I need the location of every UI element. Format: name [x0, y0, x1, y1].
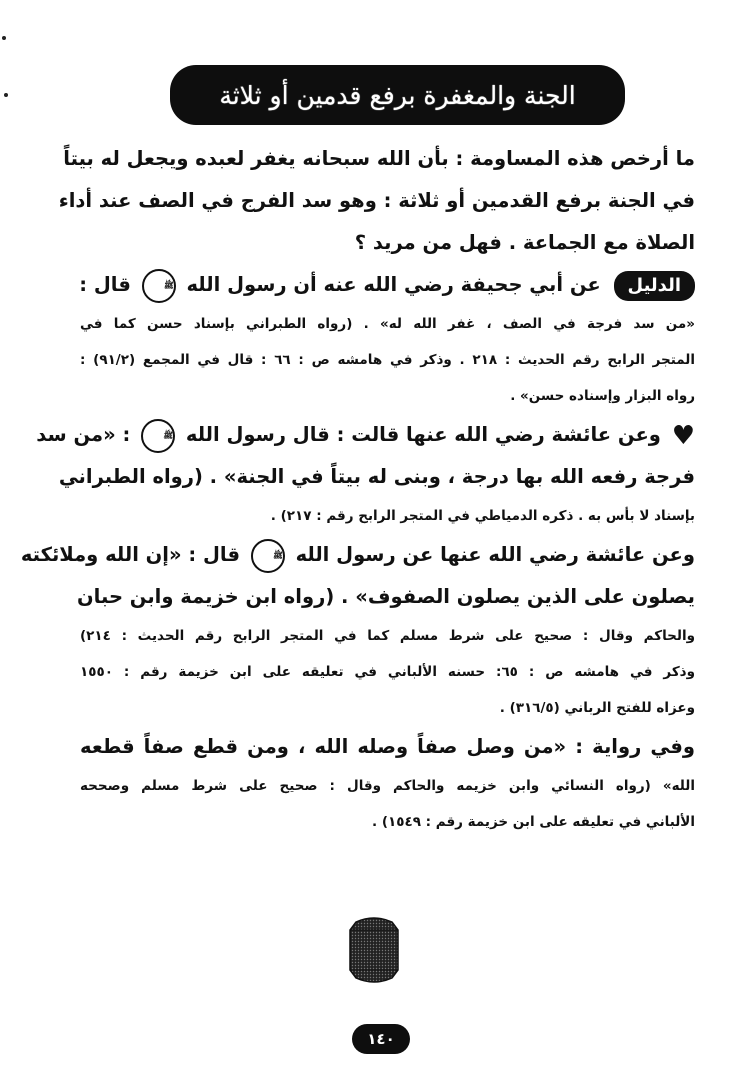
- aisha-text-start: وعن عائشة رضي الله عنها قالت : قال رسول الله: [185, 423, 661, 446]
- scan-mark: [2, 36, 6, 40]
- aisha-hadith-line: [36, 414, 695, 456]
- hadith-source-line: وعزاه للفتح الرباني (٣١٦/٥) .: [499, 700, 695, 716]
- hadith-source-line: الله» (رواه النسائي وابن خزيمه والحاكم وقال : صحيح على شرط مسلم وصححه: [80, 778, 695, 794]
- prophet-seal-icon: ﷺ: [142, 269, 176, 303]
- intro-line: الصلاة مع الجماعة . فهل من مريد ؟: [354, 231, 695, 254]
- dalil-text: عن أبي جحيفة رضي الله عنه أن رسول الله: [186, 273, 601, 296]
- intro-line: في الجنة برفع القدمين أو ثلاثة : وهو سد الفرج في الصف عند أداء: [58, 189, 695, 212]
- prophet-seal-icon: ﷺ: [251, 539, 285, 573]
- hadith-source-line: الألباني في تعليقه على ابن خزيمة رقم : ١٥٤٩) .: [371, 814, 695, 830]
- scan-mark: [4, 93, 8, 97]
- dalil-heading-line: [80, 264, 695, 306]
- flower-ornament-icon: [348, 916, 400, 984]
- chapter-title-banner: [170, 65, 625, 125]
- heart-icon: ♥: [671, 420, 695, 451]
- riwaya-line: وفي رواية : «من وصل صفاً وصله الله ، ومن قطع صفاً قطعه: [80, 735, 695, 758]
- aisha-hadith-line: فرجة رفعه الله بها درجة ، وبنى له بيتاً في الجنة» . (رواه الطبراني: [58, 465, 695, 488]
- intro-line: ما أرخص هذه المساومة : بأن الله سبحانه يغفر لعبده ويجعل له بيتاً: [63, 147, 695, 170]
- hadith-source-line: بإسناد لا بأس به . ذكره الدمياطي في المتجر الرابح رقم : ٢١٧) .: [270, 508, 695, 524]
- aisha2-text-end: قال : «إن الله وملائكته: [20, 543, 240, 566]
- hadith-line: المتجر الرابح رقم الحديث : ٢١٨ . وذكر في هامشه ص : ٦٦ : قال في المجمع (٩١/٢) :: [80, 352, 695, 368]
- page-body: [20, 138, 695, 840]
- dalil-label: الدليل: [614, 271, 696, 301]
- prophet-seal-icon: ﷺ: [141, 419, 175, 453]
- aisha2-text-start: وعن عائشة رضي الله عنها عن رسول الله: [295, 543, 695, 566]
- aisha2-hadith-line: يصلون على الذين يصلون الصفوف» . (رواه ابن خزيمة وابن حبان: [77, 585, 695, 608]
- page-number-badge: [352, 1024, 410, 1054]
- hadith-source-line: وذكر في هامشه ص : ٦٥: حسنه الألباني في تعليقه على ابن خزيمة رقم : ١٥٥٠: [80, 664, 695, 680]
- aisha2-hadith-line: [20, 534, 695, 576]
- hadith-source-line: والحاكم وقال : صحيح على شرط مسلم كما في المتجر الرابح رقم الحديث : ٢١٤): [80, 628, 695, 644]
- aisha-text-end: : «من سد: [36, 423, 131, 446]
- hadith-line: «من سد فرجة في الصف ، غفر الله له» . (رواه الطبراني بإسناد حسن كما في: [80, 316, 695, 332]
- hadith-line: رواه البزار وإسناده حسن» .: [510, 388, 695, 404]
- chapter-title: الجنة والمغفرة برفع قدمين أو ثلاثة: [219, 80, 576, 110]
- dalil-text-end: قال :: [79, 273, 131, 296]
- page-number: ١٤٠: [367, 1030, 395, 1048]
